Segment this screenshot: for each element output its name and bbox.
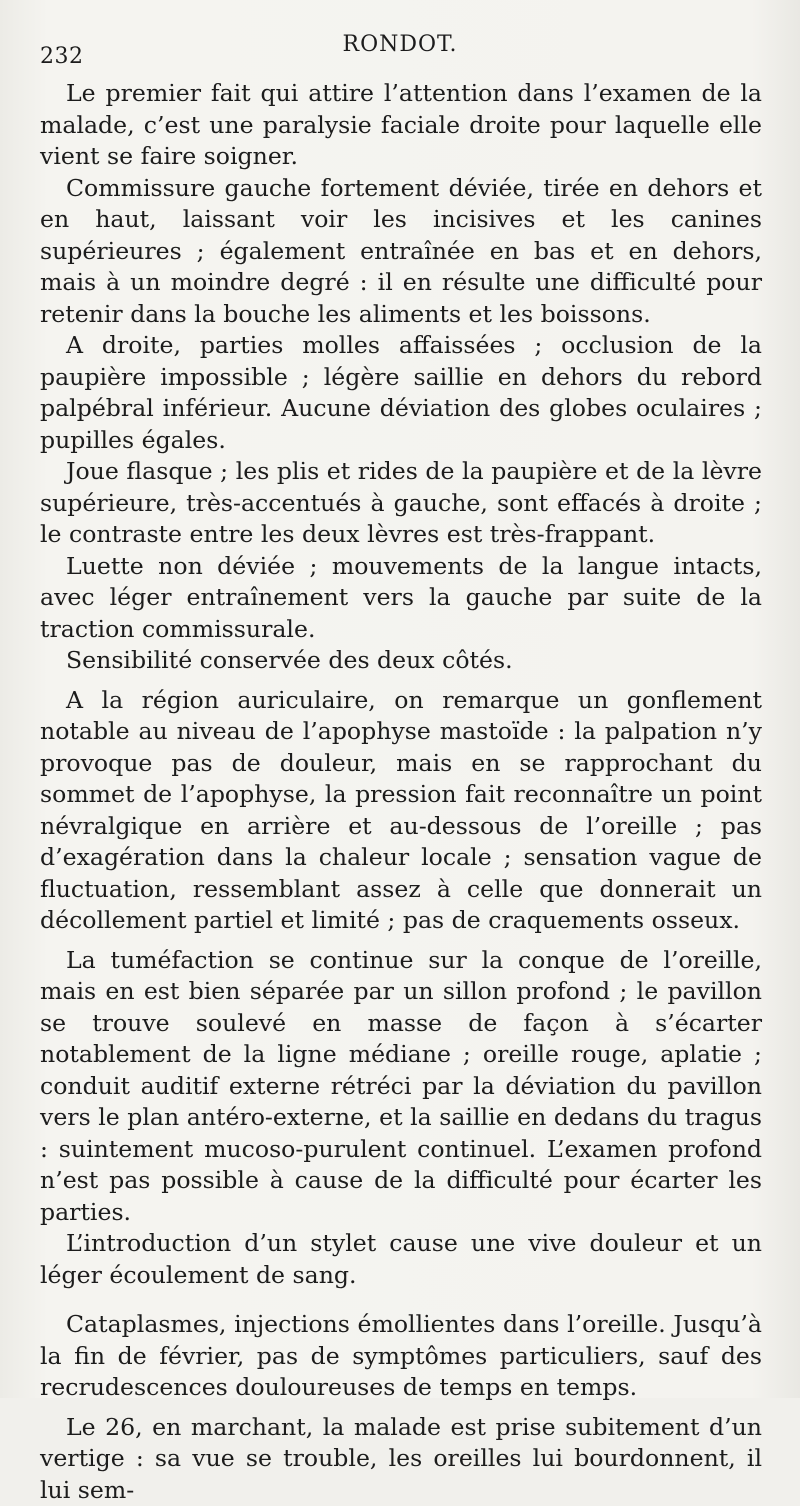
paragraph-10: Cataplasmes, injections émollientes dans l’oreille. Jusqu’à la fin de février, pas de symptômes particuliers, sauf des recrudescences douloureuses de temps en temps.	[40, 1309, 762, 1404]
paragraph-6: Sensibilité conservée des deux côtés.	[40, 645, 762, 677]
paragraph-2: Commissure gauche fortement déviée, tirée en dehors et en haut, laissant voir les incisives et les canines supérieures ; également entraînée en bas et en dehors, mais à un moindre degré : il en résulte une difficulté pour retenir dans la bouche les aliments et les boissons.	[40, 173, 762, 331]
page-body	[40, 78, 762, 1506]
paragraph-7: A la région auriculaire, on remarque un gonflement notable au niveau de l’apophyse mastoïde : la palpation n’y provoque pas de douleur, mais en se rapprochant du sommet de l’apophyse, la pression fait reconnaître un point névralgique en arrière et au-dessous de l’oreille ; pas d’exagération dans la chaleur locale ; sensation vague de fluctuation, ressemblant assez à celle que donnerait un décollement partiel et limité ; pas de craquements osseux.	[40, 685, 762, 937]
paragraph-9: L’introduction d’un stylet cause une vive douleur et un léger écoulement de sang.	[40, 1228, 762, 1291]
paragraph-8: La tuméfaction se continue sur la conque de l’oreille, mais en est bien séparée par un sillon profond ; le pavillon se trouve soulevé en masse de façon à s’écarter notablement de la ligne médiane ; oreille rouge, aplatie ; conduit auditif externe rétréci par la déviation du pavillon vers le plan antéro-externe, et la saillie en dedans du tragus : suintement mucoso-purulent continuel. L’examen profond n’est pas possible à cause de la difficulté pour écarter les parties.	[40, 945, 762, 1229]
running-head: RONDOT.	[0, 32, 800, 57]
paragraph-3: A droite, parties molles affaissées ; occlusion de la paupière impossible ; légère saillie en dehors du rebord palpébral inférieur. Aucune déviation des globes oculaires ; pupilles égales.	[40, 330, 762, 456]
paragraph-4: Joue flasque ; les plis et rides de la paupière et de la lèvre supérieure, très-accentués à gauche, sont effacés à droite ; le contraste entre les deux lèvres est très-frappant.	[40, 456, 762, 551]
page-number: 232	[40, 44, 84, 69]
page-header	[0, 28, 800, 68]
paragraph-1: Le premier fait qui attire l’attention dans l’examen de la malade, c’est une paralysie faciale droite pour laquelle elle vient se faire soigner.	[40, 78, 762, 173]
paragraph-11: Le 26, en marchant, la malade est prise subitement d’un vertige : sa vue se trouble, les oreilles lui bourdonnent, il lui sem-	[40, 1412, 762, 1506]
paragraph-5: Luette non déviée ; mouvements de la langue intacts, avec léger entraînement vers la gauche par suite de la traction commissurale.	[40, 551, 762, 646]
